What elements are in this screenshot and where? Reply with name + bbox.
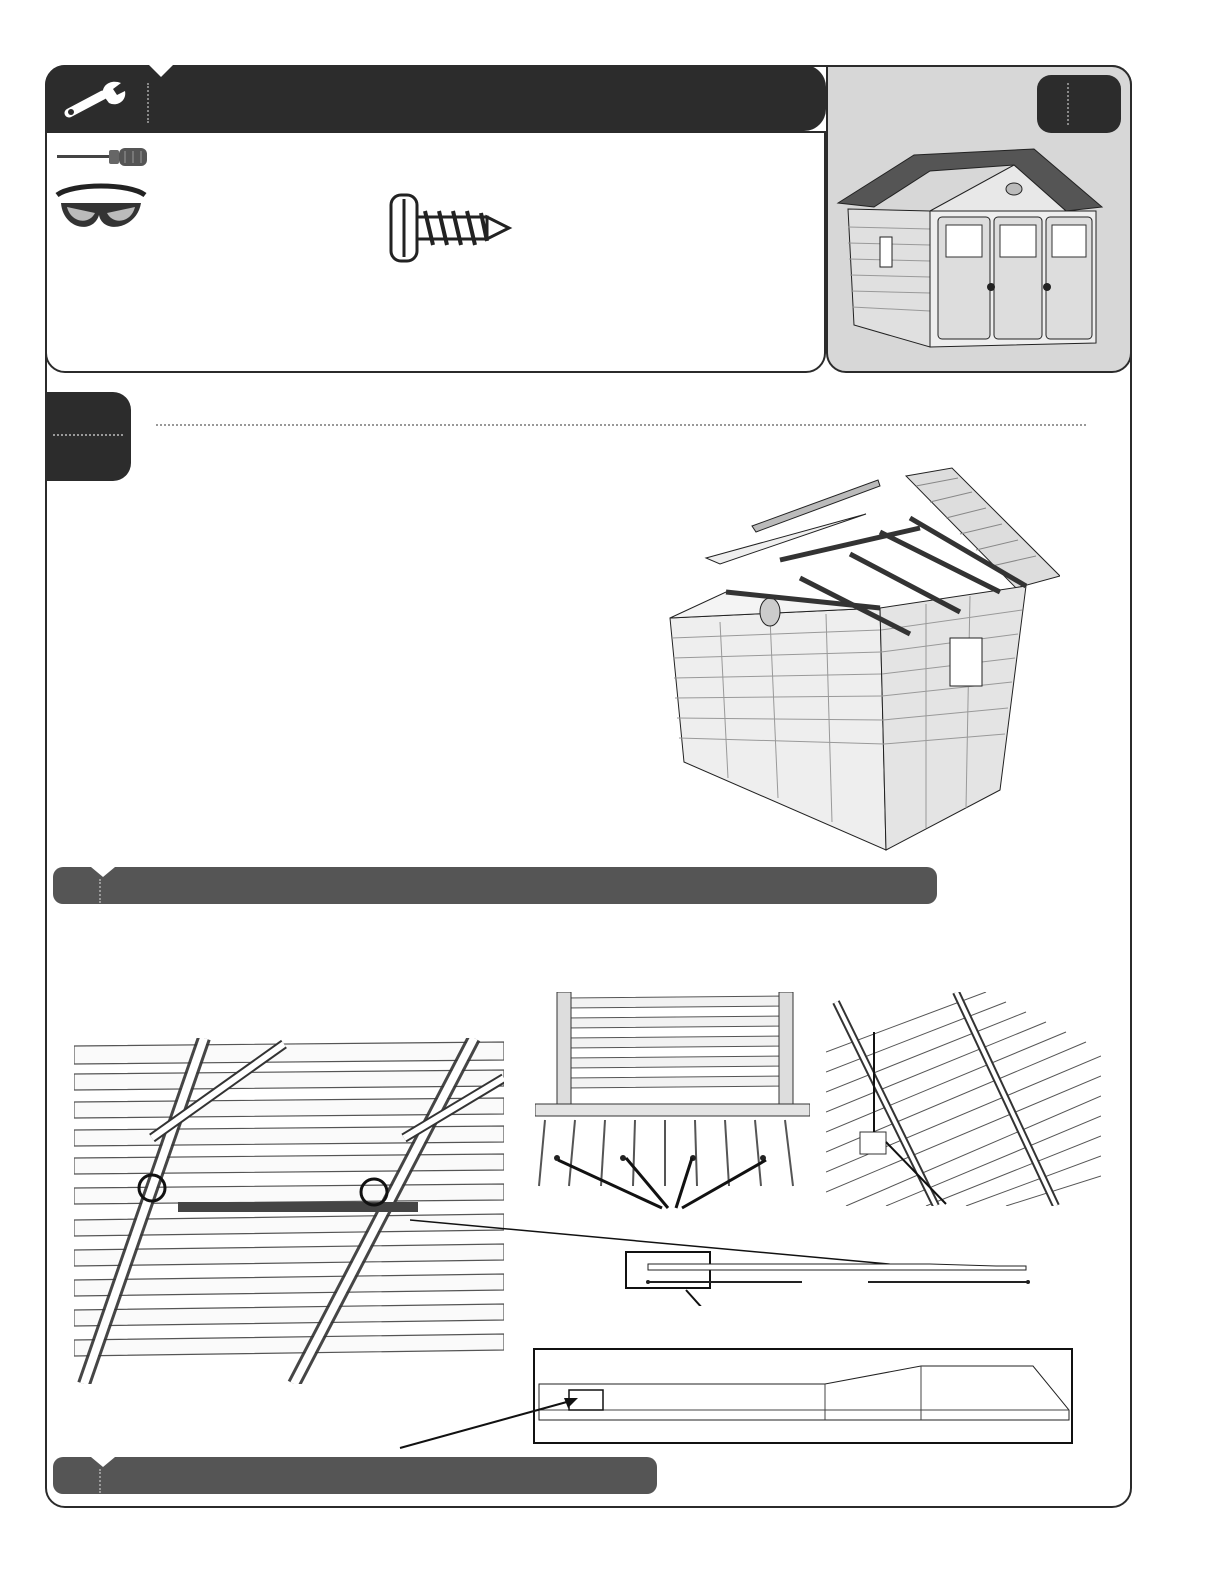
bracket-callout-lines	[550, 1150, 780, 1212]
screwdriver-icon	[55, 145, 151, 169]
header-bar	[45, 65, 826, 131]
ridge-rail-callout	[410, 1210, 1050, 1306]
section-tab	[45, 392, 131, 481]
substep-bar-1	[53, 867, 937, 904]
roof-underside-detail	[826, 992, 1101, 1206]
section-tab-divider	[53, 434, 123, 436]
substep-bar-1-divider	[99, 879, 101, 903]
substep-bar-2-divider	[99, 1469, 101, 1493]
ridge-end-zoom	[533, 1348, 1073, 1444]
step-number-tab	[1037, 75, 1121, 133]
header-divider	[147, 83, 149, 123]
completed-shed-illustration	[834, 147, 1104, 357]
substep-bar-1-notch	[91, 867, 115, 877]
tools-panel	[45, 131, 826, 373]
roof-assembly-illustration	[660, 462, 1060, 854]
substep-bar-2	[53, 1457, 657, 1494]
section-dotted-rule	[156, 424, 1086, 426]
wrench-icon	[63, 77, 133, 121]
zoom-pointer-arrow	[396, 1390, 586, 1452]
substep-bar-2-notch	[91, 1457, 115, 1467]
step-tab-divider	[1067, 83, 1069, 125]
header-notch	[149, 65, 173, 77]
screw-icon	[387, 191, 517, 265]
safety-goggles-icon	[53, 181, 149, 239]
